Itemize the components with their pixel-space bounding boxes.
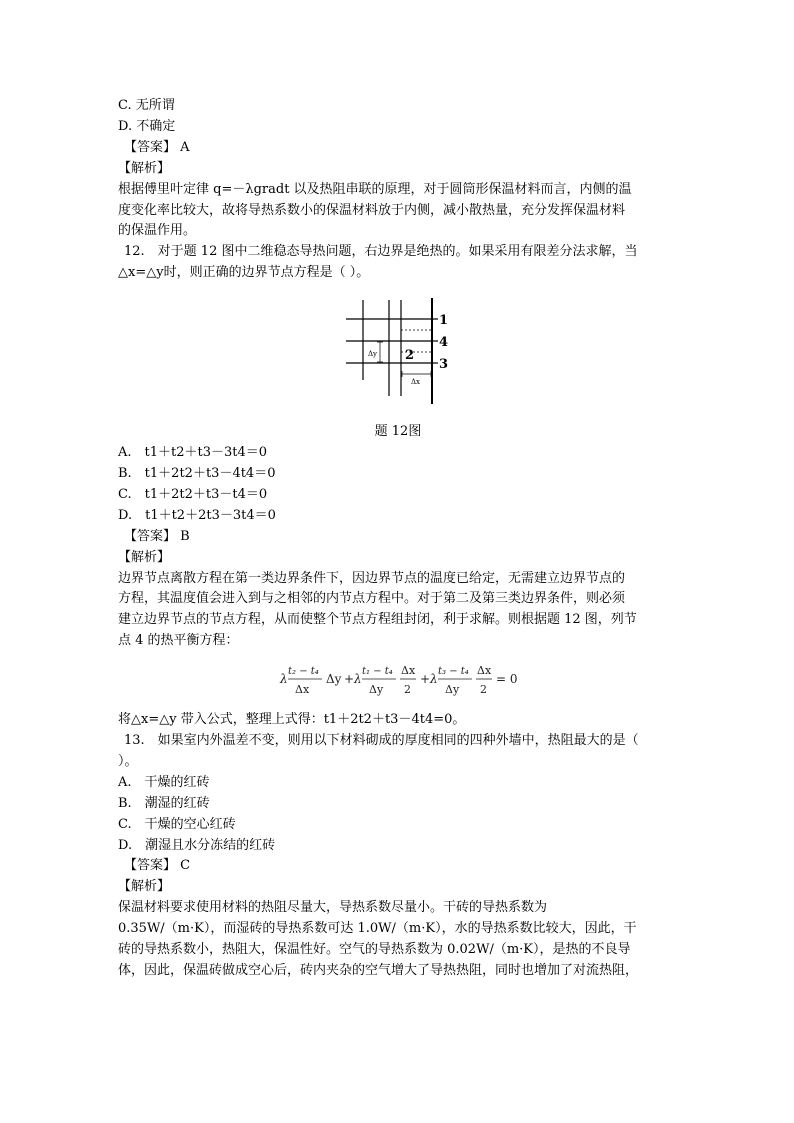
q13-option-c: C. 干燥的空心红砖 [118, 816, 236, 832]
q12-figure [118, 292, 678, 420]
q13-option-b: B. 潮湿的红砖 [118, 795, 210, 811]
q13-analysis-label: 【解析】 [118, 879, 171, 895]
frac5-num: Δx [477, 664, 492, 678]
q13-analysis-line: 体，因此，保温砖做成空心后，砖内夹杂的空气增大了导热热阻，同时也增加了对流热阻， [118, 963, 639, 978]
q13-analysis-line: 0.35W/（m·K），而湿砖的导热系数可达 1.0W/（m·K），水的导热系数比较大，因此，干 [118, 921, 637, 937]
q12-analysis-line: 点 4 的热平衡方程： [118, 633, 239, 649]
q12-figure-caption: 题 12图 [374, 424, 422, 440]
q11-analysis-line: 的保温作用。 [118, 223, 197, 239]
plus-sign: + [344, 672, 355, 687]
q12-option-c: C. t1＋2t2＋t3－t4＝0 [118, 486, 268, 502]
q13-option-d: D. 潮湿且水分冻结的红砖 [118, 837, 276, 853]
q12-stem: 12. 对于题 12 图中二维稳态导热问题，右边界是绝热的。如果采用有限差分法求解，当 [124, 244, 638, 260]
q11-option-d: D. 不确定 [118, 118, 176, 134]
frac4-num: t₃ − t₄ [438, 666, 469, 678]
formula-svg [118, 652, 678, 710]
q12-result: 将△x=△y 带入公式，整理上式得：t1＋2t2＋t3－4t4=0。 [118, 712, 466, 728]
frac3-den: 2 [404, 683, 411, 697]
q13-option-a: A. 干燥的红砖 [118, 774, 210, 790]
q13-stem: 13. 如果室内外温差不变，则用以下材料砌成的厚度相同的四种外墙中，热阻最大的是（ [124, 733, 639, 749]
frac3-num: Δx [401, 664, 416, 678]
plus-sign: + [420, 672, 431, 687]
q11-option-c: C. 无所谓 [118, 98, 175, 113]
lambda-symbol: λ [354, 672, 362, 687]
q11-analysis-line: 度变化率比较大，故将导热系数小的保温材料放于内侧，减小散热量，充分发挥保温材料 [118, 202, 626, 218]
frac2-num: t₁ − t₄ [362, 666, 393, 678]
q12-answer: 【答案】 B [124, 528, 190, 544]
frac4-den: Δy [445, 683, 460, 697]
q11-answer: 【答案】 A [124, 139, 190, 155]
heat-balance-formula [118, 652, 678, 710]
lambda-symbol: λ [430, 672, 438, 687]
q13-stem: ）。 [118, 753, 138, 769]
document-page [118, 96, 678, 982]
q12-analysis-line: 边界节点离散方程在第一类边界条件下，因边界节点的温度已给定，无需建立边界节点的 [118, 570, 626, 586]
q12-stem: △x=△y时，则正确的边界节点方程是（ ）。 [118, 265, 370, 281]
q11-analysis-line: 根据傅里叶定律 q=－λgradt 以及热阻串联的原理，对于圆筒形保温材料而言，内侧的温 [118, 181, 632, 197]
q13-analysis-line: 保温材料要求使用材料的热阻尽量大，导热系数尽量小。干砖的导热系数为 [118, 900, 548, 916]
q12-option-d: D. t1＋t2＋2t3－3t4＝0 [118, 507, 276, 523]
frac1-num: t₂ − t₄ [288, 666, 319, 678]
q13-answer: 【答案】 C [124, 858, 191, 874]
equals-zero: = 0 [496, 672, 518, 687]
frac5-den: 2 [480, 683, 487, 697]
node-label-4: 4 [439, 335, 449, 351]
q12-option-b: B. t1＋2t2＋t3－4t4＝0 [118, 465, 276, 481]
grid-diagram [118, 292, 678, 420]
q13-analysis-line: 砖的导热系数小，热阻大，保温性好。空气的导热系数为 0.02W/（m·K），是热的不良导 [118, 942, 631, 958]
q11-analysis-label: 【解析】 [118, 160, 171, 176]
dx-label: Δx [411, 378, 421, 387]
q12-option-a: A. t1＋t2＋t3－3t4＝0 [118, 445, 268, 461]
q12-analysis-label: 【解析】 [118, 549, 171, 565]
node-label-2: 2 [405, 348, 415, 364]
dy-term: Δy [326, 672, 342, 687]
q12-analysis-line: 方程，其温度值会进入到与之相邻的内节点方程中。对于第二及第三类边界条件，则必须 [118, 591, 626, 607]
frac2-den: Δy [369, 683, 384, 697]
frac1-den: Δx [295, 683, 310, 697]
lambda-symbol: λ [280, 672, 288, 687]
node-label-3: 3 [439, 357, 449, 373]
dy-label: Δy [368, 350, 378, 359]
q12-analysis-line: 建立边界节点的节点方程，从而使整个节点方程组封闭，利于求解。则根据题 12 图，列节 [118, 612, 637, 628]
node-label-1: 1 [439, 313, 449, 329]
